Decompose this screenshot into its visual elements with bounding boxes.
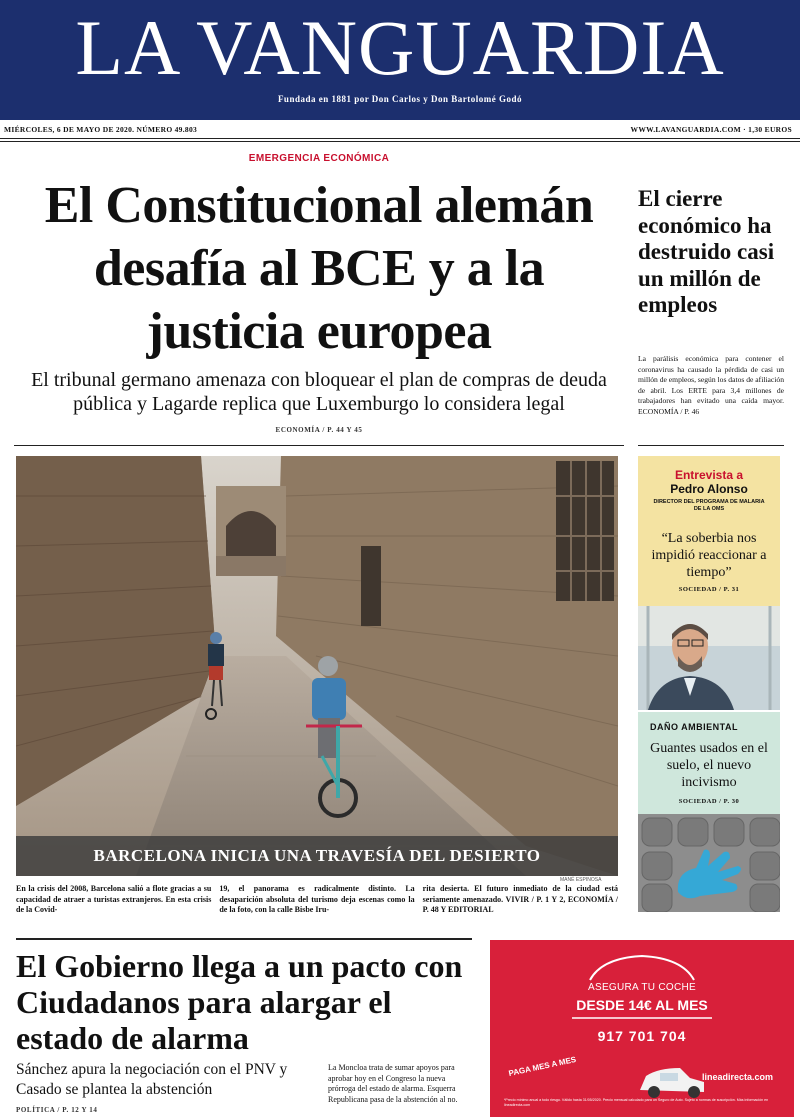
interview-person: Pedro Alonso	[670, 482, 748, 496]
ad-badge: PAGA MES A MES	[507, 1054, 577, 1079]
ad-line1: ASEGURA TU COCHE	[588, 982, 696, 993]
street-photo-illustration	[16, 456, 618, 876]
environment-text: Guantes usados en el suelo, el nuevo incivismo	[650, 741, 768, 790]
lead-headline[interactable]: El Constitucional alemán desafía al BCE y a la justicia europea	[44, 177, 594, 360]
second-page-ref: POLÍTICA / P. 12 Y 14	[16, 1106, 98, 1114]
photo-text-column: rita desierta. El futuro inmediato de la ciudad está seriamente amenazado. VIVIR / P. 1 Y 2, ECONOMÍA / P. 48 Y EDITORIAL	[422, 884, 618, 914]
dateline	[0, 123, 800, 137]
interview-role: DIRECTOR DEL PROGRAMA DE MALARIA DE LA OMS	[653, 499, 765, 512]
interview-label: Entrevista a	[674, 468, 744, 482]
divider	[16, 938, 472, 940]
photo-caption: BARCELONA INICIA UNA TRAVESÍA DEL DESIERTO	[16, 836, 618, 876]
photo-text	[16, 884, 618, 918]
interview-box[interactable]	[638, 456, 780, 606]
photo-text-column: 19, el panorama es radicalmente distinto. La desaparición absoluta del turismo deja escenas como la de la foto, con la calle Bisbe Iru-	[219, 884, 415, 914]
site-and-price[interactable]: WWW.LAVANGUARDIA.COM · 1,30 EUROS	[630, 125, 792, 134]
divider	[0, 141, 800, 142]
divider	[14, 445, 624, 446]
ad-line2: DESDE 14€ AL MES	[576, 997, 708, 1013]
car-icon	[640, 1068, 704, 1098]
interview-portrait	[638, 606, 780, 710]
lead-photo[interactable]	[16, 456, 618, 876]
lead-page-ref: ECONOMÍA / P. 44 Y 45	[275, 426, 363, 434]
photo-text-column: En la crisis del 2008, Barcelona salió a flote gracias a su capacidad de atraer a turistas extranjeros. En esta crisis de la Covid-	[16, 884, 212, 914]
second-body: La Moncloa trata de sumar apoyos para aprobar hoy en el Congreso la nueva prórroga del estado de alarma. Esquerra Republicana pasa de la abstención al no.	[328, 1063, 458, 1104]
second-headline[interactable]: El Gobierno llega a un pacto con Ciudadanos para alargar el estado de alarma	[16, 948, 463, 1056]
environment-label: DAÑO AMBIENTAL	[650, 722, 738, 732]
environment-box[interactable]	[638, 712, 780, 814]
glove-photo	[638, 814, 780, 912]
photo-credit: MANÉ ESPINOSA	[560, 877, 602, 883]
glove-on-pavement-illustration	[638, 814, 780, 912]
second-deck: Sánchez apura la negociación con el PNV y Casado se plantea la abstención	[16, 1061, 288, 1098]
car-insurance-ad[interactable]	[490, 940, 794, 1117]
side-headline[interactable]: El cierre económico ha destruido casi un millón de empleos	[638, 186, 775, 317]
masthead	[0, 0, 800, 120]
divider	[0, 138, 800, 139]
lead-kicker: EMERGENCIA ECONÓMICA	[248, 153, 390, 164]
lead-deck: El tribunal germano amenaza con bloquear el plan de compras de deuda pública y Lagarde replica que Luxemburgo lo considera legal	[31, 369, 607, 415]
ad-fine-print: *Precio mínimo anual a todo riesgo. Válido hasta 31/05/2020. Precio mensual calculado para un Seguro de Auto. Sujeto a normas de suscripción. Más información en lineadirecta.com	[504, 1098, 769, 1107]
interview-page-ref: SOCIEDAD / P. 31	[678, 586, 740, 593]
ad-brand[interactable]: lineadirecta.com	[702, 1072, 774, 1082]
ad-phone[interactable]: 917 701 704	[597, 1028, 687, 1044]
interview-quote: “La soberbia nos impidió reaccionar a tiempo”	[651, 531, 767, 580]
issue-date: MIÉRCOLES, 6 DE MAYO DE 2020. NÚMERO 49.803	[4, 125, 198, 134]
environment-page-ref: SOCIEDAD / P. 30	[678, 798, 740, 805]
founded-line: Fundada en 1881 por Don Carlos y Don Bartolomé Godó	[277, 94, 523, 104]
newspaper-name[interactable]: LA VANGUARDIA	[75, 4, 725, 91]
divider	[638, 445, 784, 446]
person-portrait-illustration	[638, 606, 780, 710]
side-body: La parálisis económica para contener el coronavirus ha causado la pérdida de casi un millón de empleos, según los datos de afiliación de abril. Los ERTE para 3,4 millones de trabajadores han evitado una caída mayor. ECONOMÍA / P. 46	[638, 354, 784, 416]
